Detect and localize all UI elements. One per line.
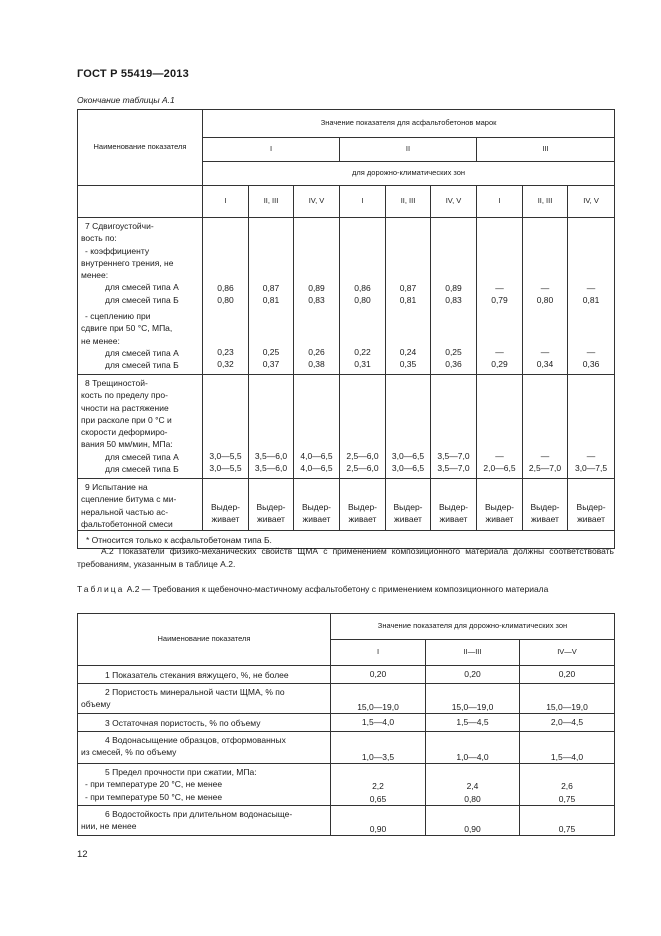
label-line: для смесей типа А	[105, 347, 179, 358]
value-cell: 0,89	[445, 283, 462, 293]
value-cell: 0,25	[445, 347, 462, 357]
label-line: 2 Пористость минеральной части ЩМА, % по	[105, 687, 285, 697]
zone-cell: II—III	[426, 640, 520, 666]
value-cell: Выдер-	[347, 502, 378, 512]
value-cell: 0,79	[491, 295, 508, 305]
group-header: Значение показателя для асфальтобетонов марок	[203, 110, 615, 138]
table-row	[78, 684, 615, 714]
value-cell: 1,5—4,0	[520, 732, 615, 764]
label-line: внутреннего трения, не	[81, 257, 174, 268]
zone-cell: IV, V	[568, 186, 615, 218]
value-cell: 2,6	[561, 781, 573, 792]
value-cell: Выдер-	[301, 502, 332, 512]
value-cell: 0,24	[399, 347, 417, 357]
value-cell: 0,80	[536, 295, 554, 305]
table-continuation-caption: Окончание таблицы А.1	[77, 95, 175, 105]
value-cell: —	[586, 451, 596, 461]
value-cell: 0,81	[399, 295, 417, 305]
value-cell: 3,5—7,0	[437, 463, 470, 473]
label-line: вания 50 мм/мин, МПа:	[81, 439, 173, 450]
value-cell: 3,5—7,0	[437, 451, 470, 461]
label-line: из смесей, % по объему	[81, 747, 177, 758]
table-row	[78, 764, 615, 806]
value-cell: 0,87	[399, 283, 417, 293]
value-cell: 3,0—7,5	[574, 463, 608, 473]
label-line: нии, не менее	[81, 821, 137, 832]
value-cell: живает	[485, 514, 514, 524]
value-cell: 2,5—7,0	[528, 463, 562, 473]
label-line: не менее:	[81, 335, 120, 346]
group-header: Значение показателя для дорожно-климатических зон	[331, 614, 615, 640]
value-cell: живает	[531, 514, 559, 524]
value-cell: 0,87	[262, 283, 280, 293]
table2-label: Таблица	[77, 584, 125, 594]
value-cell: 2,2	[372, 781, 384, 792]
label-line: 1 Показатель стекания вяжущего, %, не более	[105, 670, 289, 680]
value-cell: 0,80	[464, 793, 481, 804]
table2-title: А.2 — Требования к щебеночно-мастичному асфальтобетону с применением композиционного материала	[124, 584, 549, 594]
value-cell: 0,35	[399, 359, 417, 369]
value-cell: 0,65	[369, 793, 387, 804]
value-cell: 0,89	[308, 283, 325, 293]
label-line: 3 Остаточная пористость, % по объему	[105, 718, 261, 728]
value-cell: 0,20	[426, 666, 520, 684]
value-cell: 1,5—4,0	[331, 714, 426, 732]
value-cell: живает	[211, 514, 240, 524]
value-cell: —	[495, 283, 504, 293]
value-cell: 2,0—4,5	[520, 714, 615, 732]
value-cell: живает	[302, 514, 331, 524]
value-cell: —	[540, 283, 550, 293]
value-cell: 0,86	[217, 283, 234, 293]
table-a1	[77, 109, 615, 549]
label-line: - при температуре 20 °С, не менее	[85, 779, 223, 790]
label-line: 7 Сдвигоустойчи-	[85, 221, 154, 231]
table-row	[78, 732, 615, 764]
value-cell: 4,0—6,5	[300, 451, 333, 461]
zone-cell: II, III	[249, 186, 294, 218]
value-cell: 3,5—6,0	[254, 463, 288, 473]
row-label-7	[78, 218, 203, 375]
mark-header: II	[340, 138, 477, 162]
value-cell: —	[495, 347, 504, 357]
value-cell: живает	[257, 514, 285, 524]
value-cell: Выдер-	[576, 502, 606, 512]
value-cell: 0,81	[262, 295, 280, 305]
value-cell: 0,90	[331, 806, 426, 836]
value-cell: 2,4	[466, 781, 479, 792]
value-cell: живает	[348, 514, 377, 524]
value-cell: Выдер-	[393, 502, 423, 512]
value-cell: 0,90	[426, 806, 520, 836]
value-cell: —	[540, 451, 550, 461]
table-row	[78, 666, 615, 684]
value-cell: 4,0—6,5	[300, 463, 333, 473]
value-cell: 3,0—5,5	[209, 463, 242, 473]
value-cell: 2,5—6,0	[346, 463, 379, 473]
value-cell: 0,36	[582, 359, 600, 369]
value-cell: Выдер-	[484, 502, 515, 512]
mark-header: I	[203, 138, 340, 162]
value-cell: Выдер-	[210, 502, 241, 512]
paragraph-a2: А.2 Показатели физико-механических свойств ЩМА с применением композиционного материала должны соответствовать требованиям, указанным в таблице А.2.	[77, 546, 614, 569]
label-line: - сцеплению при	[85, 311, 151, 322]
value-cell: —	[586, 283, 596, 293]
col-name-header: Наименование показателя	[78, 614, 331, 666]
label-line: фальтобетонной смеси	[81, 518, 173, 529]
label-line: для смесей типа Б	[105, 464, 179, 475]
value-cell: живает	[394, 514, 422, 524]
table-row	[78, 218, 615, 375]
value-cell: 0,31	[354, 359, 371, 369]
label-line: кость по пределу про-	[81, 390, 168, 401]
zone-cell: I	[203, 186, 249, 218]
label-line: неральной частью ас-	[81, 506, 169, 517]
label-line: для смесей типа Б	[105, 294, 179, 305]
value-cell: 0,22	[354, 347, 371, 357]
label-line: при расколе при 0 °С и	[81, 414, 172, 425]
value-cell: 0,83	[445, 295, 462, 305]
label-line: для смесей типа Б	[105, 360, 179, 371]
value-cell: 0,20	[520, 666, 615, 684]
value-cell: 0,75	[558, 793, 576, 804]
table-footnote: * Относится только к асфальтобетонам типа Б.	[78, 531, 615, 549]
value-cell: 3,5—6,0	[254, 451, 288, 461]
table-row	[78, 806, 615, 836]
value-cell: 0,38	[308, 359, 325, 369]
value-cell: Выдер-	[256, 502, 286, 512]
value-cell: —	[540, 347, 550, 357]
label-line: 4 Водонасыщение образцов, отформованных	[105, 735, 286, 745]
value-cell: 0,23	[217, 347, 234, 357]
value-cell: 3,0—6,5	[391, 451, 425, 461]
zone-cell: II, III	[386, 186, 431, 218]
label-line: сцепление битума с ми-	[81, 494, 177, 505]
label-line: 8 Трещиностой-	[85, 378, 148, 388]
zones-row	[78, 186, 615, 218]
zone-cell: I	[331, 640, 426, 666]
value-cell: 2,5—6,0	[346, 451, 379, 461]
value-cell: 15,0—19,0	[520, 684, 615, 714]
value-cell: 15,0—19,0	[426, 684, 520, 714]
value-cell: 0,75	[520, 806, 615, 836]
label-line: менее:	[81, 270, 109, 281]
zone-cell: I	[477, 186, 523, 218]
value-cell: Выдер-	[438, 502, 469, 512]
col-name-header: Наименование показателя	[78, 110, 203, 186]
value-cell: —	[586, 347, 596, 357]
table-row	[78, 714, 615, 732]
label-line: для смесей типа А	[105, 282, 179, 293]
value-cell: живает	[577, 514, 605, 524]
page-number: 12	[77, 849, 88, 860]
value-cell: 0,83	[308, 295, 325, 305]
value-cell: 1,0—4,0	[426, 732, 520, 764]
value-cell: 0,36	[445, 359, 462, 369]
value-cell: 1,0—3,5	[331, 732, 426, 764]
value-cell: 0,25	[262, 347, 280, 357]
value-cell: 0,86	[354, 283, 371, 293]
value-cell: 0,26	[308, 347, 325, 357]
value-cell: 3,0—6,5	[391, 463, 425, 473]
document-standard-header: ГОСТ Р 55419—2013	[77, 68, 189, 80]
value-cell: живает	[439, 514, 468, 524]
label-line: - при температуре 50 °С, не менее	[85, 791, 223, 802]
label-line: 5 Предел прочности при сжатии, МПа:	[105, 767, 257, 777]
zone-cell: IV, V	[294, 186, 340, 218]
value-cell: —	[495, 451, 504, 461]
row-label-8	[78, 375, 203, 479]
value-cell: 0,34	[536, 359, 554, 369]
value-cell: 0,81	[582, 295, 600, 305]
value-cell: Выдер-	[530, 502, 560, 512]
value-cell: 0,80	[354, 295, 371, 305]
table-a2	[77, 613, 615, 836]
value-cell: 0,80	[217, 295, 234, 305]
value-cell: 2,0—6,5	[483, 463, 516, 473]
value-cell: 1,5—4,5	[426, 714, 520, 732]
label-line: вость по:	[81, 233, 117, 244]
value-cell: 0,37	[262, 359, 280, 369]
label-line: сдвиге при 50 °С, МПа,	[81, 323, 173, 334]
mark-header: III	[477, 138, 615, 162]
zones-header: для дорожно-климатических зон	[203, 162, 615, 186]
zone-cell: II, III	[523, 186, 568, 218]
label-line: для смесей типа А	[105, 451, 179, 462]
row-label-9	[78, 479, 203, 531]
value-cell: 0,32	[217, 359, 234, 369]
label-line: чности на растяжение	[81, 402, 169, 413]
value-cell: 3,0—5,5	[209, 451, 242, 461]
label-line: - коэффициенту	[85, 245, 150, 256]
label-line: 6 Водостойкость при длительном водонасыще-	[105, 809, 293, 819]
value-cell: 0,20	[331, 666, 426, 684]
label-line: объему	[81, 699, 111, 710]
label-line: 9 Испытание на	[85, 482, 148, 492]
value-cell: 0,29	[491, 359, 508, 369]
table2-caption	[77, 583, 614, 596]
zone-cell: IV—V	[520, 640, 615, 666]
value-cell: 15,0—19,0	[331, 684, 426, 714]
zone-cell: IV, V	[431, 186, 477, 218]
table-row	[78, 479, 615, 531]
label-line: скорости деформиро-	[81, 427, 168, 438]
table-row	[78, 375, 615, 479]
zone-cell: I	[340, 186, 386, 218]
